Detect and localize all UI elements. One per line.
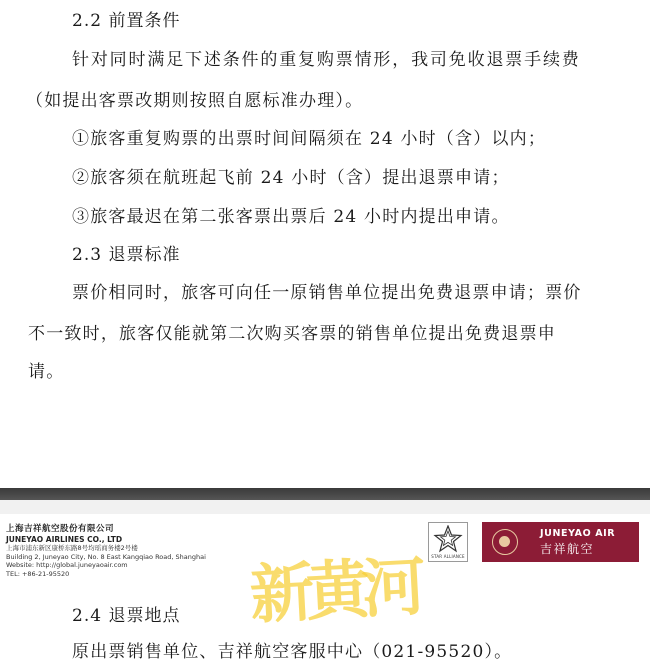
section-2-2-heading: 2.2 前置条件 — [72, 11, 181, 31]
condition-item-3: ③旅客最迟在第二张客票出票后 24 小时内提出申请。 — [72, 207, 510, 227]
section-2-2-para-line1: 针对同时满足下述条件的重复购票情形，我司免收退票手续费 — [72, 50, 580, 70]
company-website: Website: http://global.juneyaoair.com — [6, 561, 128, 570]
section-2-3-heading: 2.3 退票标准 — [72, 245, 181, 265]
condition-item-2: ②旅客须在航班起飞前 24 小时（含）提出退票申请； — [72, 168, 510, 188]
watermark-logo: 新黄河 — [248, 549, 420, 634]
page-gap — [0, 500, 650, 514]
company-name-cn: 上海吉祥航空股份有限公司 — [6, 524, 115, 534]
company-tel: TEL: +86-21-95520 — [6, 569, 70, 578]
section-2-4-line1: 原出票销售单位、吉祥航空客服中心（021-95520）。 — [72, 642, 513, 662]
company-letterhead — [6, 522, 206, 578]
company-address-en: Building 2, Juneyao City, No. 8 East Kangqiao Road, Shanghai — [6, 552, 206, 561]
section-2-3-line1: 票价相同时，旅客可向任一原销售单位提出免费退票申请；票价 — [72, 283, 582, 303]
brand-name-cn: 吉祥航空 — [540, 541, 595, 556]
star-alliance-logo — [428, 522, 468, 562]
company-name-en: JUNEYAO AIRLINES CO., LTD — [6, 535, 123, 544]
alliance-label: STAR ALLIANCE — [431, 554, 465, 559]
section-2-2-para-line2: （如提出客票改期则按照自愿标准办理）。 — [26, 91, 364, 111]
company-address-cn: 上海市浦东新区康桥东路8号均瑶商务楼2号楼 — [6, 544, 138, 552]
airline-crest-icon — [492, 529, 518, 555]
condition-item-1: ①旅客重复购票的出票时间间隔须在 24 小时（含）以内； — [72, 129, 547, 149]
section-2-4-heading: 2.4 退票地点 — [72, 606, 181, 626]
brand-name-en: JUNEYAO AIR — [540, 527, 616, 539]
juneyao-air-logo — [482, 522, 639, 562]
section-2-3-line3: 请。 — [28, 362, 65, 382]
page-break-divider — [0, 488, 650, 500]
section-2-3-line2: 不一致时，旅客仅能就第二次购买客票的销售单位提出免费退票申 — [28, 324, 556, 344]
star-icon — [433, 525, 463, 553]
